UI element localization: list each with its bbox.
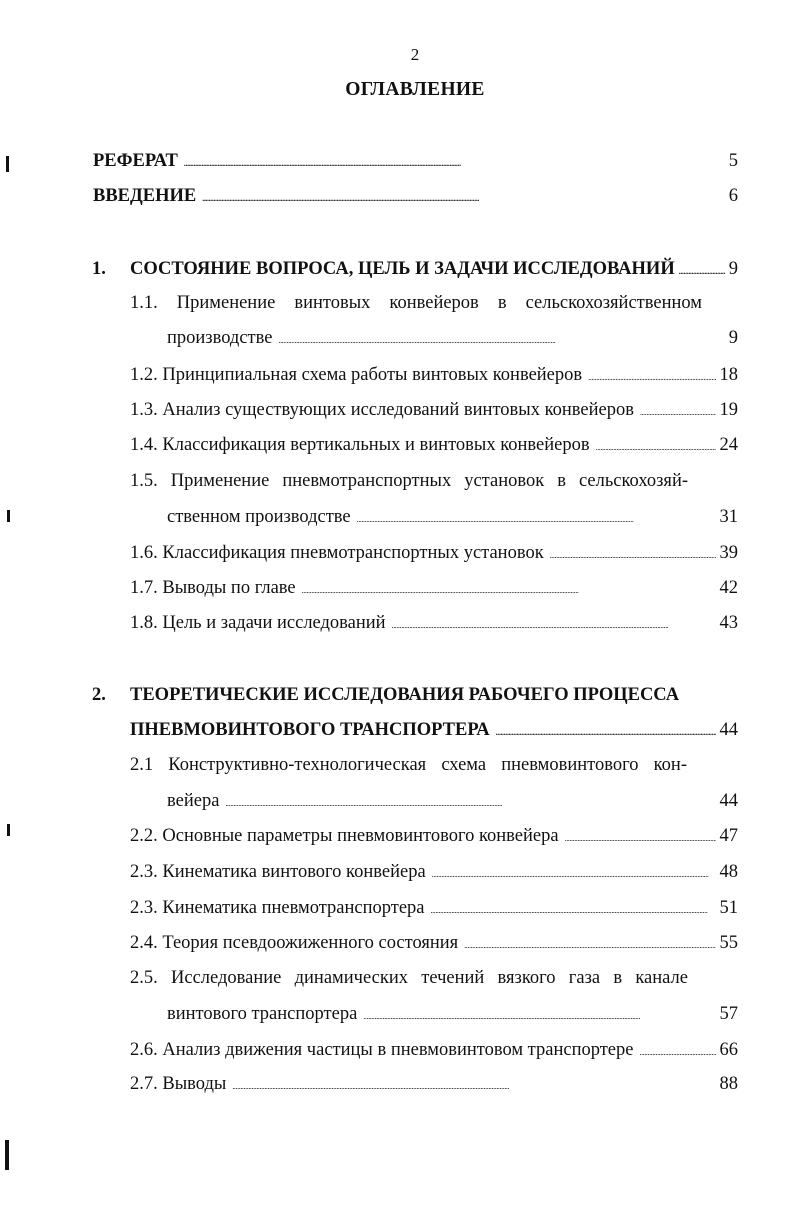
toc-chapter-title: СОСТОЯНИЕ ВОПРОСА, ЦЕЛЬ И ЗАДАЧИ ИССЛЕДОВАНИЙ: [130, 259, 675, 279]
dot-leader: [302, 575, 716, 604]
dot-leader: [363, 1001, 715, 1030]
toc-entry-label: 2.2. Основные параметры пневмовинтового конвейера: [130, 826, 559, 846]
toc-entry-page: 43: [719, 613, 738, 633]
toc-entry-page: 9: [728, 259, 738, 279]
dot-leader: [596, 432, 716, 461]
toc-entry-page: 19: [719, 400, 738, 420]
toc-entry-page: 6: [728, 186, 738, 206]
toc-section-text: 1.5. Применение пневмотранспортных установок в сельскохозяй-: [130, 471, 688, 491]
toc-section-2-6: [130, 1037, 738, 1063]
dot-leader: [640, 397, 716, 426]
toc-section-line1: [130, 468, 688, 494]
dot-leader: [679, 256, 725, 285]
toc-section-2-2: [130, 823, 738, 849]
toc-chapter-2: [130, 717, 738, 743]
toc-entry-label: ВВЕДЕНИЕ: [93, 186, 197, 206]
toc-entry-page: 51: [719, 898, 738, 918]
dot-leader: [496, 717, 716, 746]
toc-entry-abstract: [93, 148, 738, 174]
dot-leader: [184, 148, 725, 177]
scan-mark: [5, 1140, 9, 1170]
toc-entry-label: 1.3. Анализ существующих исследований винтовых конвейеров: [130, 400, 634, 420]
dot-leader: [202, 183, 725, 212]
dot-leader: [550, 540, 716, 569]
page-title: ОГЛАВЛЕНИЕ: [345, 79, 485, 100]
toc-entry-page: 48: [719, 862, 738, 882]
toc-section-1-1: [167, 325, 738, 351]
toc-entry-label: производстве: [167, 328, 273, 348]
toc-entry-label: винтового транспортера: [167, 1004, 358, 1024]
toc-entry-page: 55: [719, 933, 738, 953]
toc-section-2-5: [167, 1001, 738, 1027]
dot-leader: [225, 788, 715, 817]
dot-leader: [232, 1071, 715, 1100]
toc-entry-label: ственном производстве: [167, 507, 351, 527]
toc-section-text: 2.1 Конструктивно-технологическая схема пневмовинтового кон-: [130, 755, 687, 775]
scan-mark: [7, 824, 10, 836]
toc-chapter-title: ТЕОРЕТИЧЕСКИЕ ИССЛЕДОВАНИЯ РАБОЧЕГО ПРОЦЕССА: [130, 685, 680, 705]
toc-section-1-2: [130, 362, 738, 388]
toc-entry-page: 5: [728, 151, 738, 171]
toc-section-2-7: [130, 1071, 738, 1097]
toc-section-1-5: [167, 504, 738, 530]
toc-entry-label: 2.6. Анализ движения частицы в пневмовинтовом транспортере: [130, 1040, 634, 1060]
toc-section-line1: [130, 965, 688, 991]
toc-section-1-4: [130, 432, 738, 458]
toc-entry-page: 39: [719, 543, 738, 563]
toc-section-2-3: [130, 859, 738, 885]
toc-entry-page: 9: [728, 328, 738, 348]
toc-entry-label: 2.3. Кинематика винтового конвейера: [130, 862, 426, 882]
toc-entry-label: 1.6. Классификация пневмотранспортных установок: [130, 543, 544, 563]
toc-chapter-title: ПНЕВМОВИНТОВОГО ТРАНСПОРТЕРА: [130, 720, 490, 740]
dot-leader: [464, 930, 715, 959]
toc-entry-page: 24: [719, 435, 738, 455]
toc-section-line1: [130, 290, 702, 316]
toc-entry-page: 57: [719, 1004, 738, 1024]
toc-section-1-3: [130, 397, 738, 423]
dot-leader: [565, 823, 716, 852]
dot-leader: [639, 1037, 715, 1066]
toc-entry-label: 2.7. Выводы: [130, 1074, 227, 1094]
toc-section-2-1: [167, 788, 738, 814]
toc-entry-page: 88: [719, 1074, 738, 1094]
toc-entry-label: 1.2. Принципиальная схема работы винтовых конвейеров: [130, 365, 583, 385]
toc-section-1-8: [130, 610, 738, 636]
dot-leader: [392, 610, 716, 639]
toc-entry-label: РЕФЕРАТ: [93, 151, 178, 171]
chapter-number: 2.: [92, 685, 106, 705]
toc-entry-introduction: [93, 183, 738, 209]
page-number: 2: [410, 45, 420, 64]
toc-entry-page: 44: [719, 791, 738, 811]
dot-leader: [588, 362, 715, 391]
toc-section-text: 1.1. Применение винтовых конвейеров в сельскохозяйственном: [130, 293, 702, 313]
toc-entry-page: 66: [719, 1040, 738, 1060]
dot-leader: [357, 504, 716, 533]
toc-entry-page: 31: [719, 507, 738, 527]
toc-section-2-3b: [130, 895, 738, 921]
toc-chapter-1: [130, 256, 738, 282]
toc-entry-page: 47: [719, 826, 738, 846]
toc-section-text: 2.5. Исследование динамических течений вязкого газа в канале: [130, 968, 688, 988]
scan-mark: [7, 510, 10, 522]
chapter-number: 1.: [92, 259, 106, 279]
toc-entry-label: 1.8. Цель и задачи исследований: [130, 613, 386, 633]
toc-entry-label: 2.3. Кинематика пневмотранспортера: [130, 898, 425, 918]
toc-section-2-4: [130, 930, 738, 956]
dot-leader: [432, 859, 716, 888]
toc-entry-label: 2.4. Теория псевдоожиженного состояния: [130, 933, 459, 953]
toc-entry-page: 44: [719, 720, 738, 740]
toc-section-1-7: [130, 575, 738, 601]
toc-entry-page: 18: [719, 365, 738, 385]
toc-entry-label: 1.7. Выводы по главе: [130, 578, 296, 598]
toc-entry-page: 42: [719, 578, 738, 598]
toc-entry-label: 1.4. Классификация вертикальных и винтовых конвейеров: [130, 435, 590, 455]
toc-section-1-6: [130, 540, 738, 566]
dot-leader: [278, 325, 724, 354]
scan-mark: [6, 156, 9, 172]
toc-entry-label: вейера: [167, 791, 220, 811]
dot-leader: [431, 895, 716, 924]
toc-section-line1: [130, 752, 687, 778]
